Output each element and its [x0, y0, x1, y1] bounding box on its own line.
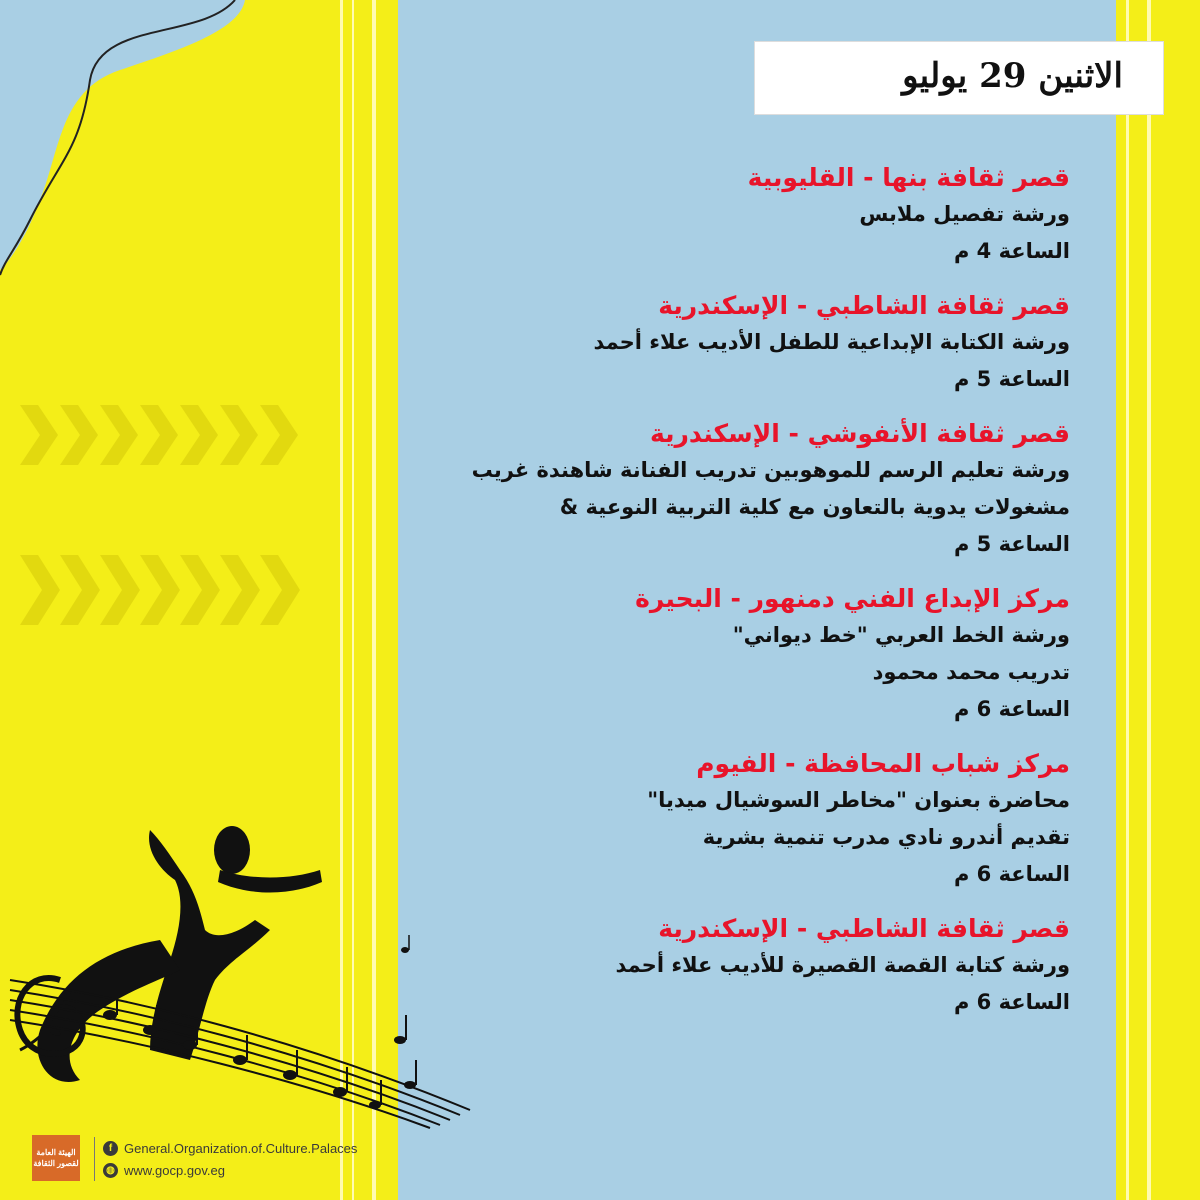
event-venue: قصر ثقافة الشاطبي - الإسكندرية	[658, 914, 1070, 943]
event-presenter: تقديم أندرو نادي مدرب تنمية بشرية	[702, 825, 1070, 849]
event-description: ورشة الكتابة الإبداعية للطفل الأديب علاء أحمد	[593, 330, 1070, 354]
website-link[interactable]	[103, 1159, 403, 1181]
event-time: الساعة 6 م	[953, 697, 1070, 721]
gocp-logo	[32, 1135, 80, 1181]
event-venue: مركز الإبداع الفني دمنهور - البحيرة	[635, 584, 1070, 613]
date-header	[755, 42, 1163, 114]
event-item	[420, 160, 1070, 270]
chevron-decoration-bottom	[20, 555, 300, 625]
event-venue: قصر ثقافة الأنفوشي - الإسكندرية	[649, 419, 1070, 448]
facebook-link[interactable]	[103, 1137, 403, 1159]
event-time: الساعة 5 م	[953, 367, 1070, 391]
event-description: ورشة كتابة القصة القصيرة للأديب علاء أحمد	[615, 953, 1070, 977]
stripe-right-1	[1116, 0, 1126, 1200]
event-trainer: تدريب محمد محمود	[872, 660, 1070, 684]
events-list	[420, 160, 1070, 1039]
event-item	[420, 581, 1070, 728]
event-item	[420, 416, 1070, 563]
stripe-right-3	[1129, 0, 1147, 1200]
event-time: الساعة 6 م	[953, 990, 1070, 1014]
event-time: الساعة 6 م	[953, 862, 1070, 886]
event-time: الساعة 4 م	[953, 239, 1070, 263]
facebook-icon: f	[103, 1141, 118, 1156]
footer-links	[94, 1137, 403, 1181]
date-title: الاثنين 29 يوليو	[902, 56, 1123, 96]
facebook-label: General.Organization.of.Culture.Palaces	[124, 1140, 358, 1156]
event-item	[420, 288, 1070, 398]
event-description: ورشة تعليم الرسم للموهوبين تدريب الفنانة شاهندة غريب	[471, 458, 1070, 482]
globe-icon: ◍	[103, 1163, 118, 1178]
event-description-2: مشغولات يدوية بالتعاون مع كلية التربية النوعية &	[559, 495, 1070, 519]
event-description: ورشة الخط العربي "خط ديواني"	[732, 623, 1070, 647]
logo-text: الهيئة العامة لقصور الثقافة	[33, 1148, 79, 1168]
website-label: www.gocp.gov.eg	[124, 1162, 225, 1178]
event-item	[420, 746, 1070, 893]
event-description: ورشة تفصيل ملابس	[859, 202, 1070, 226]
event-venue: مركز شباب المحافظة - الفيوم	[696, 749, 1070, 778]
stripe-right-5	[1151, 0, 1200, 1200]
chevron-decoration-top	[20, 405, 300, 465]
event-description: محاضرة بعنوان "مخاطر السوشيال ميديا"	[647, 788, 1070, 812]
event-time: الساعة 5 م	[953, 532, 1070, 556]
event-item	[420, 911, 1070, 1021]
whirling-dancer-music-illustration	[0, 810, 480, 1130]
event-venue: قصر ثقافة بنها - القليوبية	[747, 163, 1070, 192]
event-venue: قصر ثقافة الشاطبي - الإسكندرية	[658, 291, 1070, 320]
